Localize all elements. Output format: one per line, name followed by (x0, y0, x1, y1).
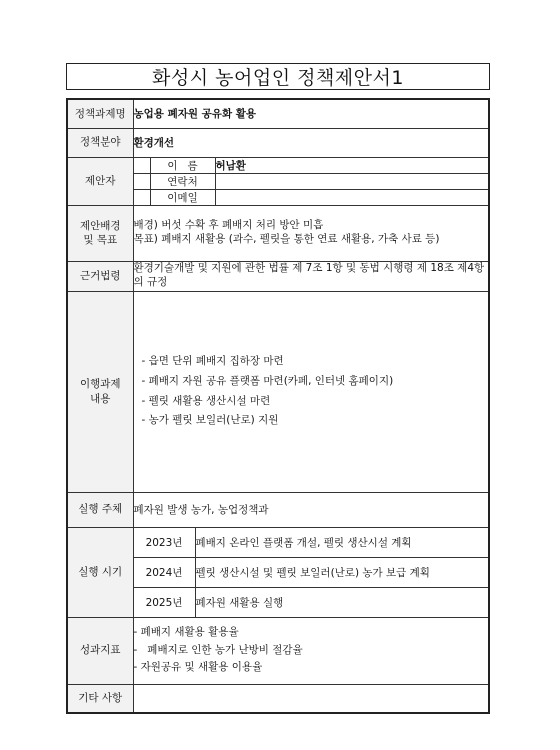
row-policy-title (67, 99, 489, 128)
task-item: - 읍면 단위 폐배지 집하장 마련 (141, 354, 284, 367)
row-background (67, 205, 489, 261)
document-title: 화성시 농어업인 정책제안서1 (66, 63, 490, 90)
executor-label: 실행 주체 (67, 492, 133, 527)
row-proposer-name (67, 157, 489, 173)
kpi-list (133, 617, 489, 684)
task-item: - 폐배지 자원 공유 플랫폼 마련(카페, 인터넷 홈페이지) (141, 374, 394, 387)
policy-title-label: 정책과제명 (67, 99, 133, 128)
task-item: - 펠릿 새활용 생산시설 마련 (141, 394, 271, 407)
schedule-year: 2024년 (133, 557, 195, 587)
policy-field-value: 환경개선 (133, 128, 489, 157)
schedule-row (67, 527, 489, 557)
row-executor (67, 492, 489, 527)
etc-value (133, 684, 489, 713)
row-legal-basis (67, 261, 489, 291)
schedule-plan: 폐배지 온라인 플랫폼 개설, 펠릿 생산시설 계획 (195, 527, 489, 557)
contact-value (215, 173, 489, 189)
background-line2: 목표) 폐배지 새활용 (과수, 펠릿을 통한 연료 새활용, 가축 사료 등) (133, 233, 440, 245)
policy-title-value: 농업용 폐자원 공유화 활용 (133, 99, 489, 128)
background-label-line2: 및 목표 (83, 234, 118, 246)
name-value: 허남환 (215, 157, 489, 173)
email-value (215, 189, 489, 205)
tasks-label-line1: 이행과제 (79, 378, 121, 391)
row-kpi (67, 617, 489, 684)
etc-label: 기타 사항 (67, 684, 133, 713)
kpi-item: - 자원공유 및 새활용 이용율 (133, 661, 263, 674)
policy-field-label: 정책분야 (67, 128, 133, 157)
schedule-label: 실행 시기 (67, 527, 133, 617)
legal-basis-value: 환경기술개발 및 지원에 관한 법률 제 7조 1항 및 동법 시행령 제 18조 제4항의 규정 (133, 261, 489, 291)
contact-label: 연락처 (150, 173, 215, 189)
task-item: - 농가 펠릿 보일러(난로) 지원 (141, 414, 279, 427)
row-policy-field (67, 128, 489, 157)
background-value (133, 205, 489, 261)
legal-basis-label: 근거법령 (67, 261, 133, 291)
schedule-plan: 펠릿 생산시설 및 펠릿 보일러(난로) 농가 보급 계획 (195, 557, 489, 587)
tasks-label (67, 291, 133, 492)
kpi-item: - 폐배지 새활용 활용율 (133, 625, 239, 638)
background-label-line1: 제안배경 (79, 219, 121, 232)
row-tasks (67, 291, 489, 492)
background-label (67, 205, 133, 261)
name-label: 이 름 (150, 157, 215, 173)
row-etc (67, 684, 489, 713)
executor-value: 폐자원 발생 농가, 농업정책과 (133, 492, 489, 527)
schedule-year: 2025년 (133, 587, 195, 617)
tasks-list (133, 291, 489, 492)
email-label: 이메일 (150, 189, 215, 205)
proposal-form-table (66, 98, 490, 714)
kpi-label: 성과지표 (67, 617, 133, 684)
kpi-item: - 폐배지로 인한 농가 난방비 절감율 (133, 643, 303, 656)
schedule-plan: 폐자원 새활용 실행 (195, 587, 489, 617)
proposer-label: 제안자 (67, 157, 133, 205)
tasks-label-line2: 내용 (90, 392, 111, 405)
background-line1: 배경) 버섯 수확 후 폐배지 처리 방안 미흡 (133, 219, 324, 232)
schedule-year: 2023년 (133, 527, 195, 557)
